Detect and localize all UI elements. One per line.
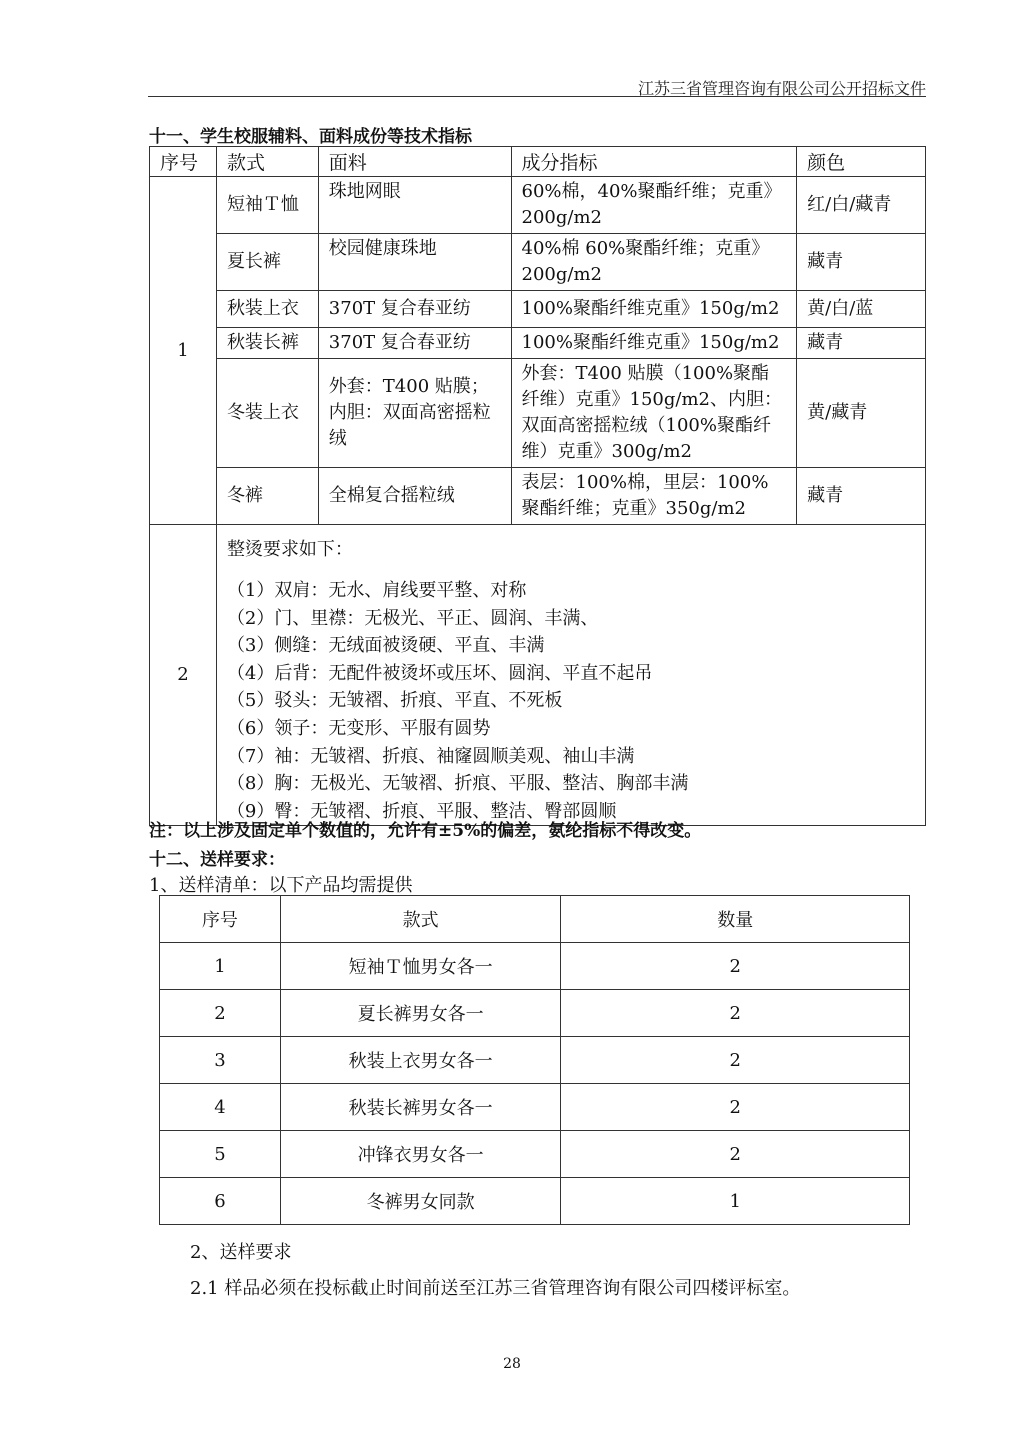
table-row	[160, 990, 910, 1037]
row-quantity: 1	[561, 1178, 910, 1225]
table-row	[150, 359, 926, 468]
row-style: 夏长裤男女各一	[280, 990, 561, 1037]
row-style: 短袖Ｔ恤男女各一	[280, 943, 561, 990]
sample-requirements-heading: 2、送样要求	[190, 1242, 292, 1263]
sample-list-heading: 1、送样清单：以下产品均需提供	[149, 875, 413, 896]
table-row	[160, 1178, 910, 1225]
section-12-title: 十二、送样要求：	[149, 850, 285, 870]
col-header-quantity: 数量	[561, 896, 910, 943]
ironing-item: （6）领子：无变形、平服有圆势	[226, 717, 491, 739]
fabric-cell: 外套：T400 贴膜；内胆：双面高密摇粒绒	[318, 359, 511, 468]
fabric-cell: 370T 复合春亚纺	[318, 291, 511, 328]
composition-cell: 100%聚酯纤维克重》150g/m2	[511, 291, 797, 328]
fabric-cell: 全棉复合摇粒绒	[318, 468, 511, 525]
style-cell: 短袖Ｔ恤	[216, 177, 318, 234]
style-cell: 冬装上衣	[216, 359, 318, 468]
table-header-row	[150, 147, 926, 177]
color-cell: 黄/白/蓝	[797, 291, 926, 328]
row-style: 秋装长裤男女各一	[280, 1084, 561, 1131]
table-row	[150, 177, 926, 234]
fabric-cell: 校园健康珠地	[318, 234, 511, 291]
color-cell: 藏青	[797, 468, 926, 525]
row-index: 4	[160, 1084, 281, 1131]
color-cell: 藏青	[797, 328, 926, 359]
style-cell: 秋装上衣	[216, 291, 318, 328]
color-cell: 藏青	[797, 234, 926, 291]
fabric-cell: 370T 复合春亚纺	[318, 328, 511, 359]
tolerance-note: 注：以上涉及固定单个数值的，允许有±5%的偏差，氨纶指标不得改变。	[149, 821, 702, 841]
group-index-1: 1	[150, 177, 217, 525]
ironing-item: （4）后背：无配件被烫坏或压坏、圆润、平直不起吊	[226, 662, 653, 684]
table-row	[150, 234, 926, 291]
ironing-heading: 整烫要求如下：	[226, 539, 353, 560]
table-row	[160, 1084, 910, 1131]
row-index: 6	[160, 1178, 281, 1225]
ironing-item: （2）门、里襟：无极光、平正、圆润、丰满、	[226, 607, 599, 629]
row-index: 1	[160, 943, 281, 990]
row-quantity: 2	[561, 1084, 910, 1131]
col-header-color: 颜色	[797, 147, 926, 177]
row-index: 2	[160, 990, 281, 1037]
row-quantity: 2	[561, 990, 910, 1037]
table-row	[160, 1131, 910, 1178]
row-quantity: 2	[561, 1037, 910, 1084]
table-row	[150, 525, 926, 826]
table-row	[160, 1037, 910, 1084]
ironing-item: （5）驳头：无皱褶、折痕、平直、不死板	[226, 690, 563, 712]
table-row	[150, 328, 926, 359]
fabric-cell: 珠地网眼	[318, 177, 511, 234]
ironing-item: （8）胸：无极光、无皱褶、折痕、平服、整洁、胸部丰满	[226, 773, 689, 795]
col-header-style: 款式	[216, 147, 318, 177]
row-index: 3	[160, 1037, 281, 1084]
page-number: 28	[503, 1356, 521, 1372]
row-style: 冲锋衣男女各一	[280, 1131, 561, 1178]
row-style: 冬裤男女同款	[280, 1178, 561, 1225]
sample-requirement-2-1: 2.1 样品必须在投标截止时间前送至江苏三省管理咨询有限公司四楼评标室。	[190, 1278, 801, 1299]
sample-list-table	[159, 895, 910, 1225]
composition-cell: 外套：T400 贴膜（100%聚酯纤维）克重》150g/m2、内胆：双面高密摇粒绒（100%聚酯纤维）克重》300g/m2	[511, 359, 797, 468]
table-row	[150, 468, 926, 525]
style-cell: 秋装长裤	[216, 328, 318, 359]
section-11-title: 十一、学生校服辅料、面料成份等技术指标	[149, 127, 472, 147]
table-row	[160, 943, 910, 990]
style-cell: 夏长裤	[216, 234, 318, 291]
row-quantity: 2	[561, 1131, 910, 1178]
tech-spec-table	[149, 146, 926, 826]
composition-cell: 40%棉 60%聚酯纤维；克重》200g/m2	[511, 234, 797, 291]
header-rule	[148, 96, 926, 97]
composition-cell: 60%棉，40%聚酯纤维；克重》200g/m2	[511, 177, 797, 234]
col-header-style: 款式	[280, 896, 561, 943]
color-cell: 黄/藏青	[797, 359, 926, 468]
row-style: 秋装上衣男女各一	[280, 1037, 561, 1084]
ironing-item: （7）袖：无皱褶、折痕、袖窿圆顺美观、袖山丰满	[226, 745, 635, 767]
ironing-item: （9）臀：无皱褶、折痕、平服、整洁、臀部圆顺	[226, 800, 617, 822]
style-cell: 冬裤	[216, 468, 318, 525]
ironing-item: （3）侧缝：无绒面被烫硬、平直、丰满	[226, 635, 545, 657]
col-header-fabric: 面料	[318, 147, 511, 177]
row-index: 5	[160, 1131, 281, 1178]
ironing-requirements	[216, 525, 925, 826]
ironing-item: （1）双肩：无水、肩线要平整、对称	[226, 580, 527, 601]
group-index-2: 2	[150, 525, 217, 826]
col-header-index: 序号	[160, 896, 281, 943]
col-header-composition: 成分指标	[511, 147, 797, 177]
color-cell: 红/白/藏青	[797, 177, 926, 234]
header-title: 江苏三省管理咨询有限公司公开招标文件	[637, 79, 926, 98]
table-header-row	[160, 896, 910, 943]
table-row	[150, 291, 926, 328]
row-quantity: 2	[561, 943, 910, 990]
composition-cell: 表层：100%棉，里层：100%聚酯纤维；克重》350g/m2	[511, 468, 797, 525]
composition-cell: 100%聚酯纤维克重》150g/m2	[511, 328, 797, 359]
col-header-index: 序号	[150, 147, 217, 177]
